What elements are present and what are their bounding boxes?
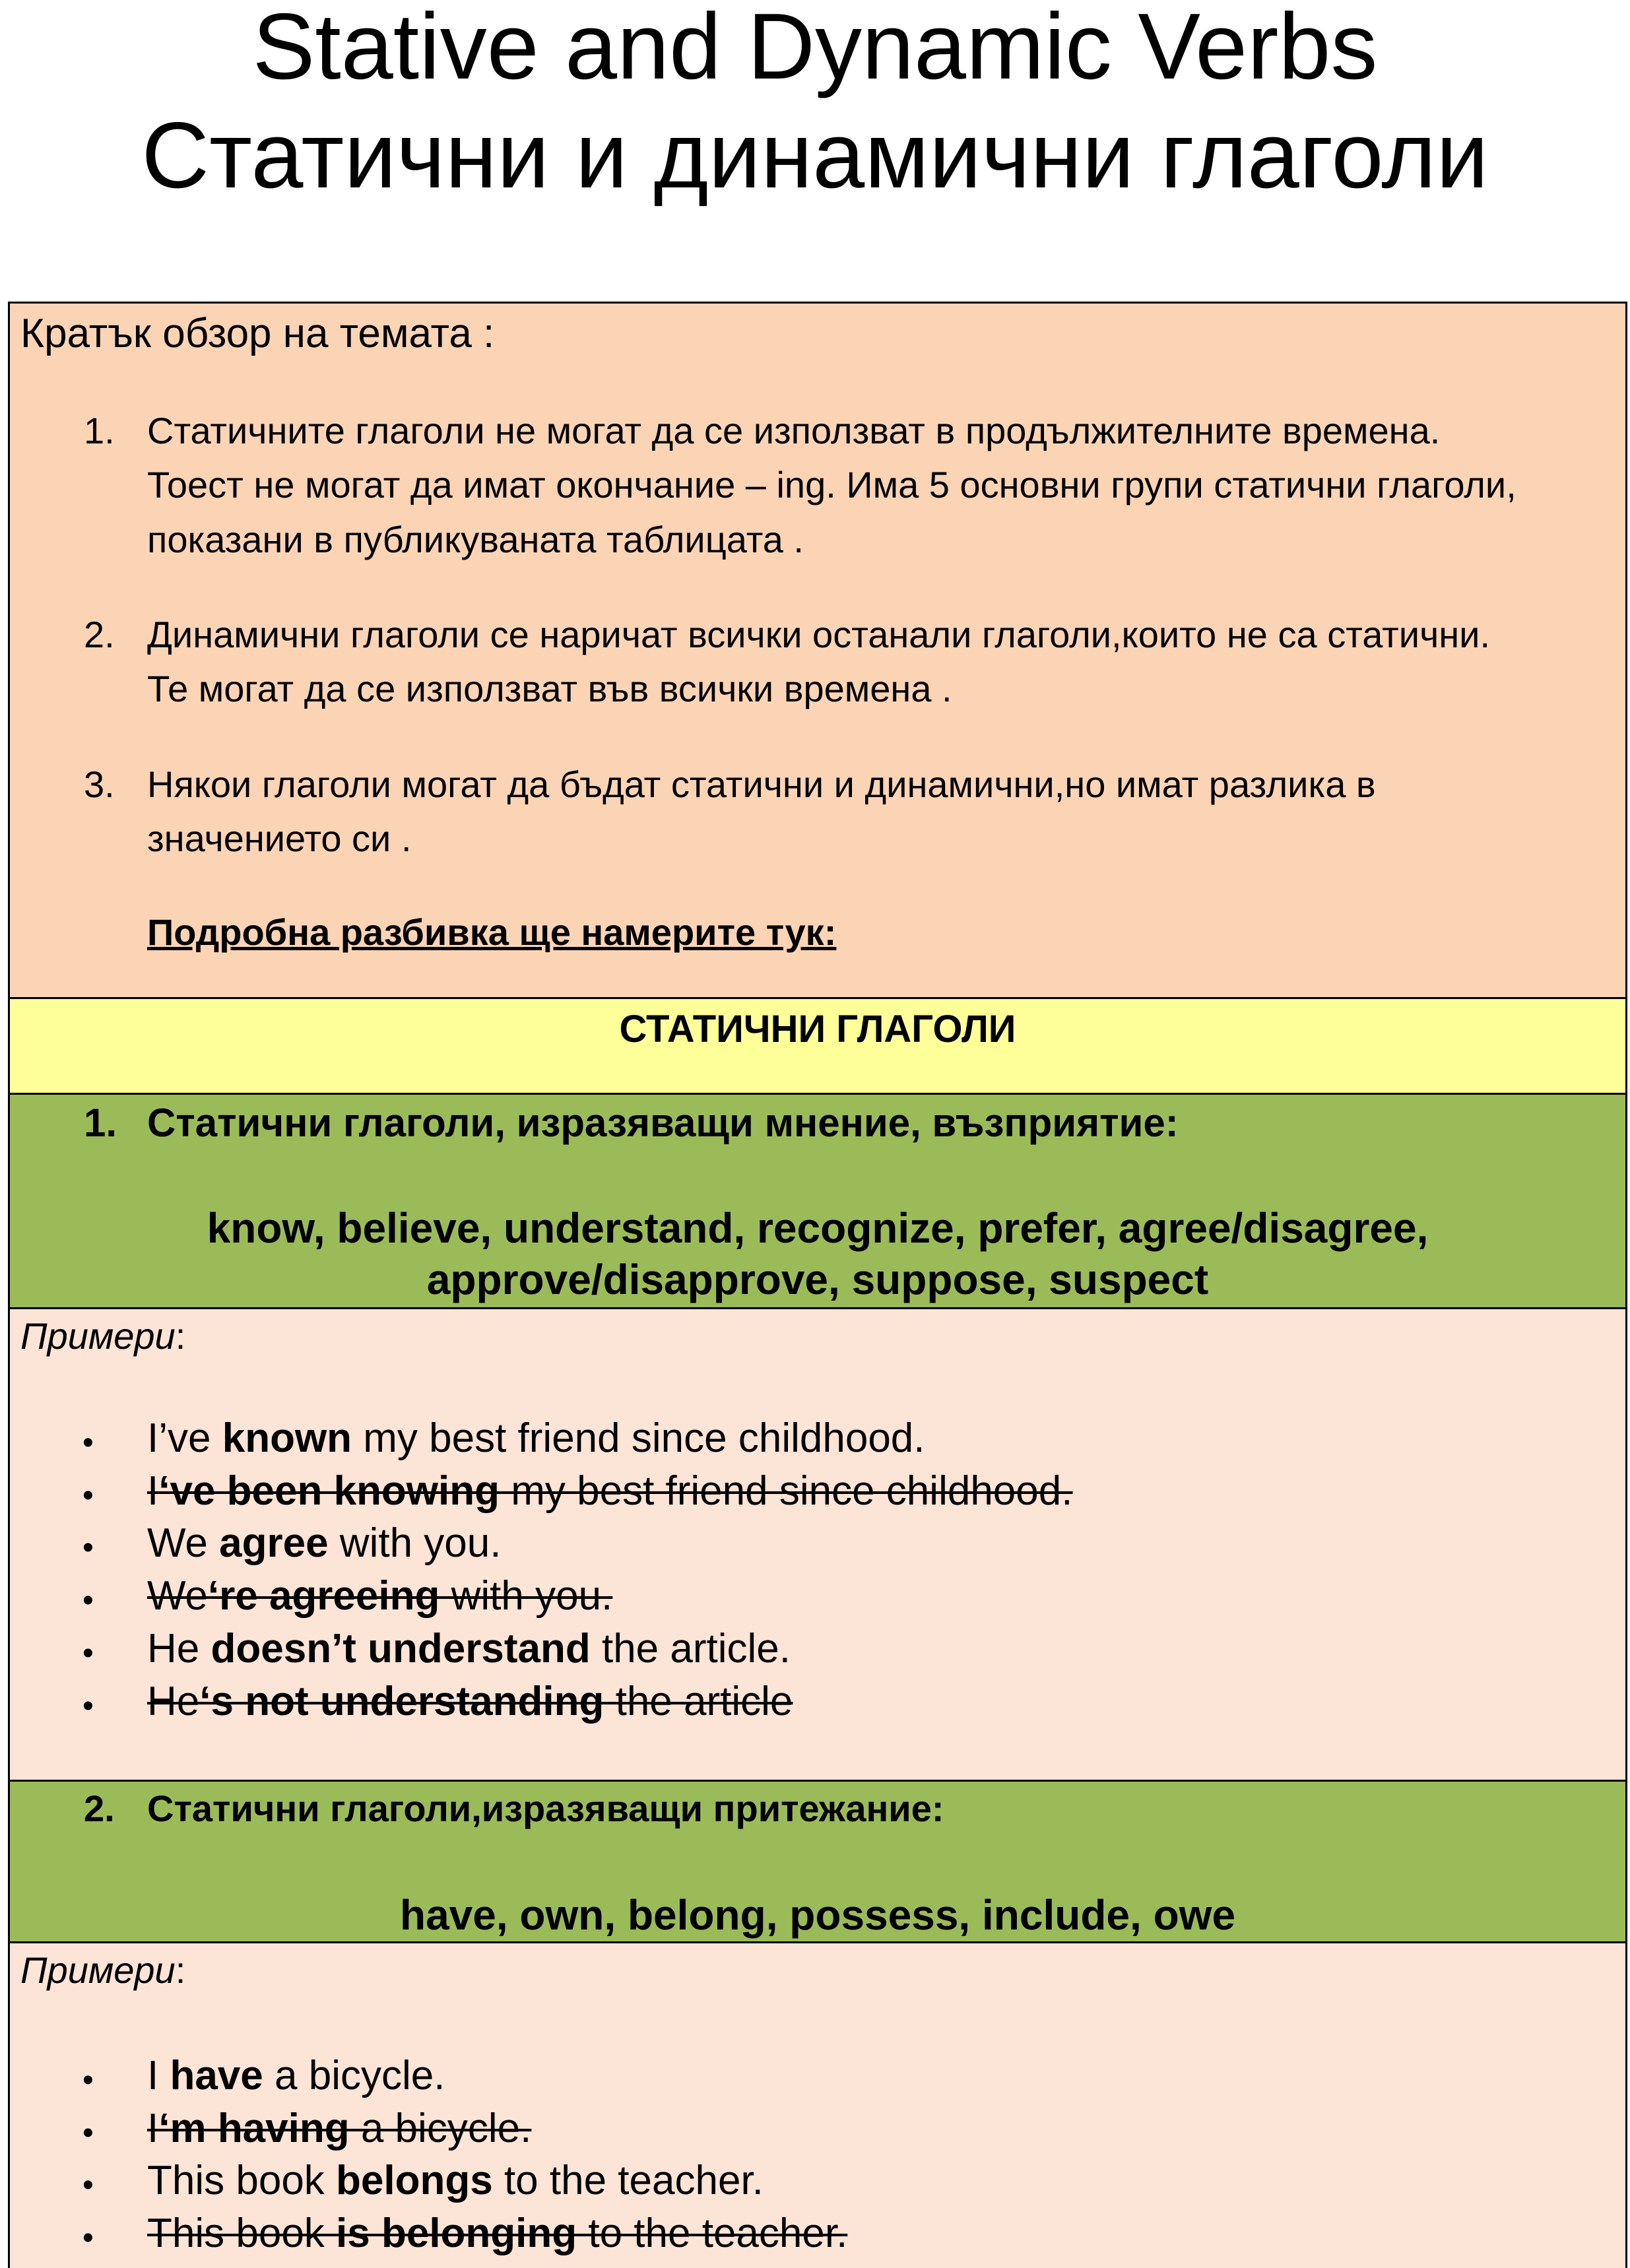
examples-label-text: Примери	[20, 1315, 176, 1357]
category-1-verbs-line-1: know, believe, understand, recognize, prefer, agree/disagree,	[207, 1204, 1429, 1252]
page-title-bulgarian: Статични и динамични глаголи	[141, 103, 1489, 208]
example-line-incorrect	[147, 1572, 612, 1619]
category-2-examples	[8, 1943, 1627, 2268]
example-post: the article.	[590, 1626, 791, 1671]
overview-item-2-number: 2.	[84, 614, 115, 655]
example-post: my best friend since childhood.	[500, 1468, 1073, 1514]
category-1-title: Статични глаголи, изразяващи мнение, възприятие:	[147, 1101, 1179, 1145]
example-line	[147, 2052, 445, 2099]
bullet: •	[82, 1478, 94, 1513]
example-pre: I	[147, 2053, 170, 2098]
example-pre: We	[147, 1573, 208, 1619]
category-1-examples-label	[20, 1314, 185, 1357]
overview-item-1-line-3: показани в публикуваната таблицата .	[147, 519, 804, 560]
example-pre: He	[147, 1679, 200, 1724]
overview-item-3-line-1: Някои глаголи могат да бъдат статични и динамични,но имат разлика в	[147, 763, 1376, 805]
examples-label-colon: :	[175, 1315, 186, 1357]
example-pre: This book	[147, 2211, 337, 2256]
overview-item-3-line-2: значението си .	[147, 818, 412, 859]
example-post: my best friend since childhood.	[352, 1415, 925, 1461]
example-line	[147, 1415, 925, 1462]
example-verb: ‘ve been knowing	[158, 1468, 500, 1514]
example-verb: have	[170, 2053, 263, 2098]
overview-box	[8, 302, 1627, 997]
category-1-examples	[8, 1309, 1627, 1782]
bullet: •	[82, 2063, 94, 2098]
example-verb: known	[222, 1415, 352, 1461]
category-1-number: 1.	[84, 1101, 117, 1145]
example-post: a bicycle.	[349, 2106, 532, 2151]
bullet: •	[82, 1583, 94, 1618]
example-post: to the teacher.	[577, 2211, 848, 2256]
category-2-examples-label	[20, 1949, 185, 1992]
bullet: •	[82, 2168, 94, 2203]
bullet: •	[82, 2220, 94, 2255]
example-verb: doesn’t understand	[211, 1626, 591, 1671]
overview-item-2-line-2: Те могат да се използват във всички времена .	[147, 668, 952, 709]
example-post: with you.	[328, 1520, 502, 1566]
example-pre: I	[147, 2106, 159, 2151]
category-2-number: 2.	[84, 1788, 115, 1829]
example-verb: ‘re agreeing	[207, 1573, 440, 1619]
category-2-title: Статични глаголи,изразяващи притежание:	[147, 1788, 944, 1829]
details-link[interactable]: Подробна разбивка ще намерите тук:	[147, 911, 837, 953]
section-title-box	[8, 997, 1627, 1095]
category-1-header	[8, 1095, 1627, 1309]
example-line	[147, 1625, 791, 1672]
page-title-english: Stative and Dynamic Verbs	[252, 0, 1378, 99]
example-line-incorrect	[147, 2105, 531, 2152]
example-pre: This book	[147, 2158, 337, 2203]
bullet: •	[82, 1425, 94, 1460]
category-1-verbs-line-2: approve/disapprove, suppose, suspect	[426, 1256, 1209, 1303]
section-title: СТАТИЧНИ ГЛАГОЛИ	[619, 1008, 1016, 1051]
category-2-header	[8, 1782, 1627, 1943]
example-post: a bicycle.	[263, 2053, 445, 2098]
overview-item-1-number: 1.	[84, 410, 115, 451]
example-verb: belongs	[336, 2158, 493, 2203]
category-2-verbs-line-1: have, own, belong, possess, include, owe	[399, 1891, 1236, 1939]
example-pre: I’ve	[147, 1415, 222, 1461]
example-post: the article	[604, 1679, 793, 1724]
bullet: •	[82, 1530, 94, 1565]
overview-heading: Кратък обзор на темата :	[20, 311, 495, 356]
example-pre: He	[147, 1626, 211, 1671]
example-line-incorrect	[147, 1678, 793, 1725]
example-verb: ‘m having	[158, 2106, 350, 2151]
example-line	[147, 2157, 764, 2204]
example-line-incorrect	[147, 2210, 847, 2257]
overview-item-2-line-1: Динамични глаголи се наричат всички останали глаголи,които не са статични.	[147, 614, 1491, 655]
bullet: •	[82, 1636, 94, 1671]
bullet: •	[82, 2116, 94, 2151]
example-post: to the teacher.	[492, 2158, 764, 2203]
examples-label-colon: :	[175, 1949, 186, 1991]
overview-item-1-line-1: Статичните глаголи не могат да се използват в продължителните времена.	[147, 410, 1441, 451]
overview-item-1-line-2: Тоест не могат да имат окончание – ing. Има 5 основни групи статични глаголи,	[147, 464, 1516, 505]
bullet: •	[82, 1689, 94, 1724]
example-post: with you.	[440, 1573, 613, 1619]
example-pre: We	[147, 1520, 220, 1566]
example-verb: ‘s not understanding	[199, 1679, 604, 1724]
overview-item-3-number: 3.	[84, 763, 115, 805]
example-verb: is belonging	[336, 2211, 577, 2256]
example-line	[147, 1520, 501, 1567]
example-line-incorrect	[147, 1468, 1072, 1514]
example-verb: agree	[219, 1520, 329, 1566]
example-pre: I	[147, 1468, 159, 1514]
examples-label-text: Примери	[20, 1949, 176, 1991]
